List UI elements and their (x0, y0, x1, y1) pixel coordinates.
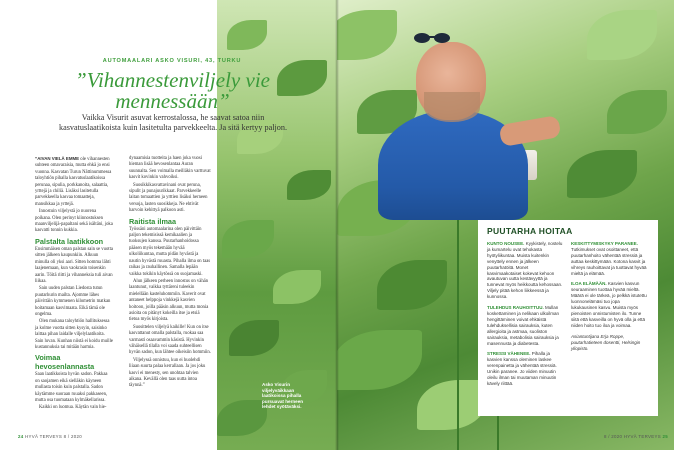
leaf-shape (377, 260, 447, 310)
paragraph: Suosittelen viljelyä kaikille! Kun on itse kasvattanut omalla palstalla, ruokaa saa varmasti osaavammin käsistä. Hyvinkin vähäisellä tilalla voi saada suhteellisen hyvän sadon, kun lähtee oikeisiin hommiin. (129, 324, 211, 356)
paragraph: Saan laatikkoista hyvän sadon. Pakkaa on saojamen eikä sielläkin käyneen mullasta toisin kuin palstalla. Sadon käytämme suoraan ruuaksi pakkaseen, mutta osa tuomataan kylmäkellarissa. (35, 372, 108, 403)
folio-right (604, 434, 668, 439)
paragraph: Ensimmäisen oman palstan sain se vuotta sitten jälkeen kaupunkiin. Alkuun minulla oli yksi aari. Sitten homma lähti laajenemaan, kun vaokrasin toisenkin aarin. Töitä riitti ja vihanneksia tuli aivan liikaa. (35, 246, 113, 284)
spine-shadow (335, 0, 339, 450)
kicker: AUTOMAALARI ASKO VISURI, 43, TURKU (102, 58, 242, 64)
info-lead: KUNTO NOUSEE. (487, 241, 525, 246)
paragraph: Työssäni automaalarina olen päivittäin paljon tekemisissä kemikaalien ja tuoksujen kanssa. Puutarhanhoidossa pääsen myös tekemään hyvää ulkoliikuntaa, mutta pidän hyvästä ja nautin hyvästä ruuasta. Pihalla ilma on taas raikas ja rauhallinen. Samalla lepään vaikka tokikin käytössä on suojamaski. (129, 226, 211, 277)
lede: Vaikka Visurit asuvat kerrostalossa, he saavat satoa niin kasvatuslaatikoista kuin lasitetulta parvekkeelta. Ja sitä kertyy paljon. (58, 113, 288, 132)
body-column-1 (35, 156, 113, 413)
expert-source: Asiantuntijana Erja Roppe, puutarhatieteen dosentti, Helsingin yliopisto. (571, 333, 641, 351)
page-number: 24 (18, 434, 24, 439)
leaf-shape (273, 270, 321, 304)
info-text: Mullan koskettaminen ja nelikaan ulkoilman hengittäminen voivat ehkäistä tulehduksellisia sairauksia, kuten allergioita ja astmaa, suoliston sairauksia, metabolisia sairauksia ja masennusta ja diabetesta. (487, 305, 560, 346)
leaf-shape (337, 10, 397, 60)
headline: ”Vihannestenviljely vie mennessään” (75, 68, 270, 113)
info-column-b (571, 241, 647, 356)
magazine-name: HYVÄ TERVEYS (25, 434, 63, 439)
info-lead: STRESSI VÄHENEE. (487, 351, 531, 357)
info-box-title: PUUTARHA HOITAA (487, 226, 573, 236)
lead-caps: ”AIVAN VIELÄ EMME (35, 156, 80, 161)
leaf-shape (587, 10, 657, 60)
leaf-shape (287, 170, 331, 200)
paragraph: Sain uuden palstan Liedosta tutun puutarhurin mailta. Ajomme lähes päivittäin kymmenen kilometrin matkan hoitamaan kasvimaata. Eikä tämä ole ongelma. (35, 286, 111, 317)
paragraph: Innostuin viljelystä jo nuorena poikana. Olen perinyt kiinnostuksen maanviljelijä-papaltani sekä isältäni, joka kasvatti tonnin kukkia. (35, 209, 113, 234)
page-number: 25 (662, 434, 668, 439)
subheading: Voimaa hevosenlannasta (35, 353, 95, 372)
leaf-shape (607, 90, 667, 134)
info-text: Tutkimukset ovat osoittaneet, että puutarhanhoito vähentää stressiä ja auttaa keskittymään. Kotona kasvit ja vihreys rauhoittavat ja tuottavat hyvää mieltä ja elämää. (571, 246, 647, 276)
info-item (571, 241, 647, 276)
plant-stem (457, 220, 459, 450)
info-column-a (487, 241, 563, 392)
info-text: Kasvien kasvun seuraaminen tuottaa hyvää mieltä. Määrä ei ole tärkeä, jo pelkkä istutettu luonnonelämäsi tuo jopa lukukausinen kasvu. Muista myös pienoisten onnistumisten ilo. Tunne siitä että kasveilla on hyvä olla ja että niiden hoito tuo iloa ja voimaa. (571, 281, 647, 328)
person-beard (424, 92, 480, 122)
paragraph: Alun jälkeen perheen innostus on vähän laantunut, vaikka tyttäreni tuleekin mielellään kasteluhommiin. Kaverit ovat antaneet helppoja vinkkejä kasvien hoitoon, joilla pääsin alkuun, mutta monia asioita on pitänyt kokeilla itse ja etsiä tietoa myös kirjoista. (129, 278, 209, 323)
folio-left (18, 434, 82, 439)
paragraph: Viljelyssä onnistuu, kun ei huolehdi liiaan suurta palaa kerrallaan. Ja jos joku kasvi ei menesty, sen unohtaa talvien aikana. Kevällä olen taas uutta intoa täynnä.” (129, 357, 206, 389)
info-item (571, 281, 647, 328)
info-item (487, 241, 563, 300)
info-item (487, 351, 563, 386)
leaf-shape (417, 380, 487, 430)
info-text: Kyykistely, nostelu ja kumartelu ovat tehokasta hyötyliikuntaa. Muista kuitenkin venyttely ennen ja jälkeen puutarhatöitä. Monet kasvimaakotaiset kokevat kehoon avautuvan uutta kestävyyttä ja tunnevat myös heikkoutta kehossaan. Viljely pitää kehon liikkeessä ja kunnossa. (487, 241, 563, 300)
subheading: Raitista ilmaa (129, 216, 177, 226)
leaf-shape (337, 330, 422, 390)
magazine-name: HYVÄ TERVEYS (623, 434, 661, 439)
issue-number: 8 / 2020 (604, 434, 623, 439)
leaf-shape (229, 320, 279, 356)
paragraph (35, 156, 113, 208)
photo-caption: Asko Visurin viljelyväikkaan laatikoissa pihalla pursuavat herneen lehdet syötäväksi. (262, 382, 304, 410)
paragraph: dynaamisia tuotteita ja haen joka vuosi hieman lisää hevosenlantaa Auran suunnalta. Sen voimalla meilläkin varttuvat kasvit kovinkin vahvoiksi. (129, 156, 211, 181)
paragraph: Olen mukana taloyhtiön hallituksessa ja kolme vuotta sitten kysyin, saisinko laittaa pihan laidalle viljelylaatikoita. Sain luvan. Kunhan niistä ei koidu muille kustannuksia tai mitään harmia. (35, 319, 113, 350)
leaf-shape (217, 400, 267, 436)
leaf-shape (567, 150, 637, 198)
paragraph: Kaikki on luomua. Käytän vain hie- (39, 405, 107, 411)
body-column-2 (129, 156, 211, 391)
subheading: Palstalta laatikkoon (35, 236, 104, 246)
paragraph-text: ole vihannesten suhteen omavaraisia, mutta ehkä jo ensi vuonna. Kasvatan Turun Nättinummessa taloyhtiön pihalla kasvatuslaatikoissa perunaa, sipulia, porkkanoita, salaattia, yrttejä ja chiliä. Lisäksi lasitetulla parvekkeella kasvaa tomaatteja, mansikkaa ja yrttejä. (35, 157, 112, 207)
info-lead: KESKITTYMISKYKY PARANEE. (571, 241, 638, 246)
info-lead: TULEHDUS RAUHOITTUU. (487, 305, 544, 311)
info-item (487, 305, 563, 346)
sunglasses-icon (412, 32, 452, 44)
leaf-shape (227, 20, 267, 50)
info-text: Pihalla ja kasvien kanssa oleminen laskee verenpainetta ja vähentää stressiä. Unikin paranee. Jo viiden minuutin oleilu ilman tai muutaman minuutin kävely riittää. (487, 351, 557, 386)
leaf-shape (222, 220, 274, 258)
info-lead: ILOA ELÄMÄÄN. (571, 281, 607, 287)
paragraph: Suosikkikasvattavinani ovat peruna, sipulit ja punajuurikkaat. Parvekkeelle laitan tomaattien ja yrttien lisäksi herneen versoja, lasten suosikkeja. Ne ehtivät harvoin kehittyä palkoon asti. (129, 182, 208, 214)
issue-number: 8 / 2020 (63, 434, 82, 439)
